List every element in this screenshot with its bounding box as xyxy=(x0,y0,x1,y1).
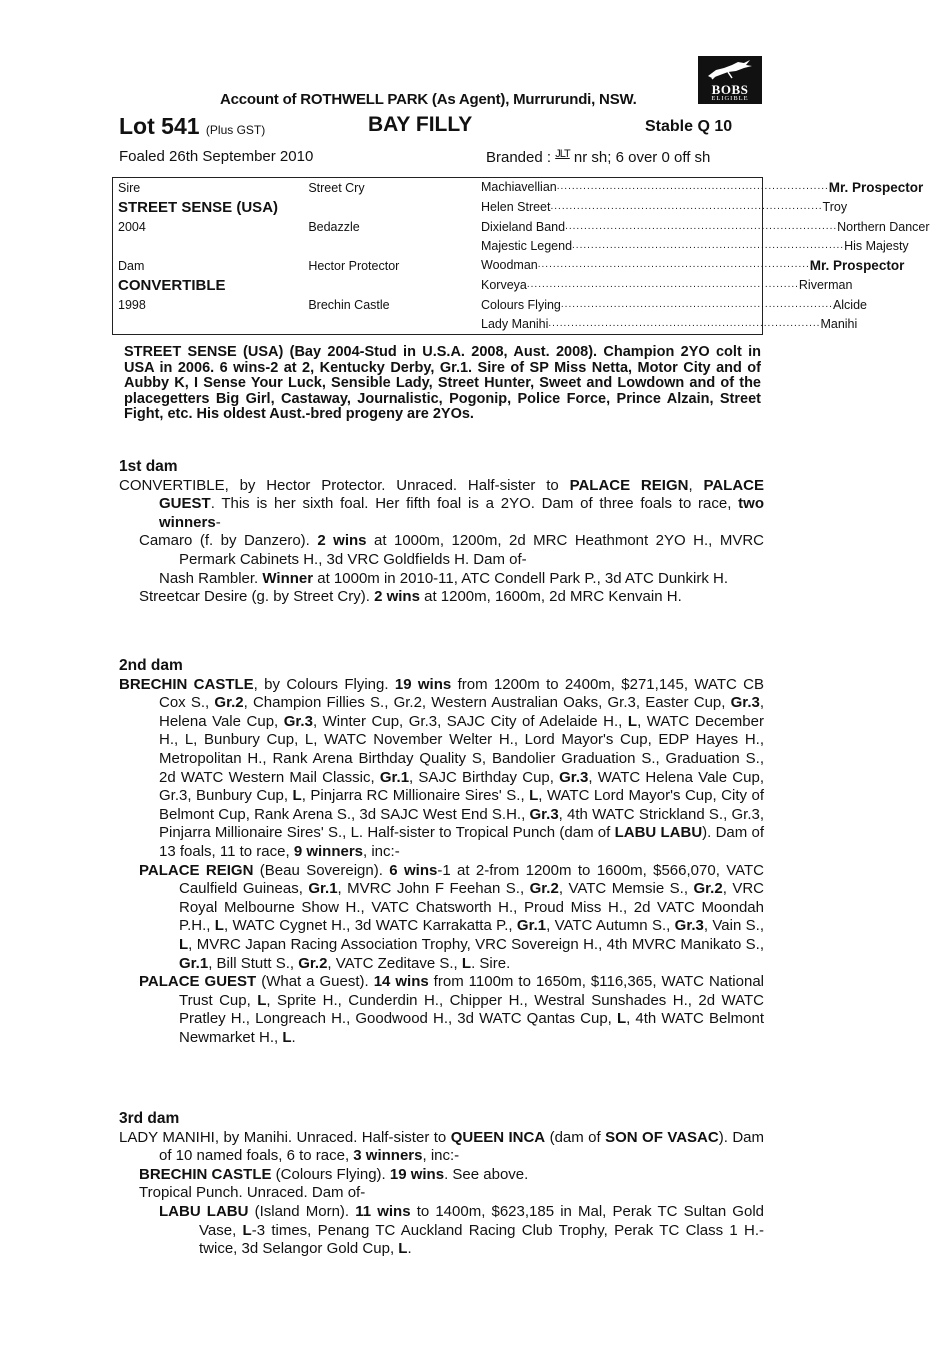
horse-description: BAY FILLY xyxy=(368,113,473,136)
grandparent-row: Dixieland Band ........................................................................ Northern Dancer xyxy=(481,219,930,234)
progeny-paragraph: Nash Rambler. Winner at 1000m in 2010-11, ATC Condell Park P., 3d ATC Dunkirk H. xyxy=(159,569,729,587)
bobs-eligible-logo xyxy=(698,56,762,104)
racehorse-icon xyxy=(698,56,762,82)
stable-number: Stable Q 10 xyxy=(645,118,733,135)
first-dam-section xyxy=(119,458,764,607)
sire-notes: STREET SENSE (USA) (Bay 2004-Stud in U.S.A. 2008, Aust. 2008). Champion 2YO colt in USA in 2006. 6 wins-2 at 2, Kentucky Derby, Gr.1. Sire of SP Miss Netta, Motor City and of Aubby K, I Sense Your Luck, Sensible Lady, Street Hunter, Sweet and Lowdown and of the placegetters Big Girl, Castaway, Journalistic, Pogonip, Police Force, Prince Alzain, Street Fight, etc. His oldest Aust.-bred progeny are 2YOs. xyxy=(124,344,761,423)
progeny-paragraph: PALACE REIGN (Beau Sovereign). 6 wins-1 at 2-from 1200m to 1600m, $566,070, VATC Caulfield Guineas, Gr.1, MVRC John F Feehan S., Gr.2, VATC Memsie S., Gr.2, VRC Royal Melbourne Show H., VATC Chatsworth H., Proud Miss H., 2d VATC Moondah P.H., L, WATC Cygnet H., 3d WATC Karrakatta P., Gr.1, VATC Autumn S., Gr.3, Vain S., L, MVRC Japan Racing Association Trophy, VRC Sovereign H., 4th MVRC Manikato S., Gr.1, Bill Stutt S., Gr.2, VATC Zeditave S., L. Sire. xyxy=(139,861,765,972)
sire-year: 2004 xyxy=(118,219,146,234)
dam-name: CONVERTIBLE xyxy=(118,276,226,294)
grandparent-row: Korveya ........................................................................ Riverman xyxy=(481,278,853,293)
vendor-account: Account of ROTHWELL PARK (As Agent), Murrurundi, NSW. xyxy=(220,91,637,108)
sire-dam: Bedazzle xyxy=(308,219,360,234)
dam-paragraph: CONVERTIBLE, by Hector Protector. Unraced. Half-sister to PALACE REIGN, PALACE GUEST. This is her sixth foal. Her fifth foal is a 2YO. Dam of three foals to race, two winners- xyxy=(119,476,764,531)
progeny-paragraph: BRECHIN CASTLE (Colours Flying). 19 wins. See above. xyxy=(139,1165,529,1183)
grandparent-row: Lady Manihi ........................................................................ Manihi xyxy=(481,317,858,332)
sire-sire: Street Cry xyxy=(308,180,365,195)
dam-year: 1998 xyxy=(118,297,146,312)
pedigree-table xyxy=(112,177,930,335)
second-dam-section xyxy=(119,657,764,1047)
branding: Branded : JLT nr sh; 6 over 0 off sh xyxy=(486,148,711,166)
grandparent-row: Machiavellian ........................................................................ Mr. Prospector xyxy=(481,180,924,196)
brand-mark: JLT xyxy=(555,148,570,160)
sire-label: Sire xyxy=(118,180,141,195)
plus-gst: (Plus GST) xyxy=(205,123,266,137)
dam-dam: Brechin Castle xyxy=(308,297,390,312)
foaled-date: Foaled 26th September 2010 xyxy=(119,148,314,165)
progeny-paragraph: LABU LABU (Island Morn). 11 wins to 1400m, $623,185 in Mal, Perak TC Sultan Gold Vase, L-3 times, Penang TC Auckland Racing Club Trophy, Perak TC Class 1 H.-twice, 3d Selangor Gold Cup, L. xyxy=(159,1202,764,1258)
logo-subtext: ELIGIBLE xyxy=(711,95,749,102)
logo-text: BOBS xyxy=(711,82,749,97)
dam-paragraph: LADY MANIHI, by Manihi. Unraced. Half-sister to QUEEN INCA (dam of SON OF VASAC). Dam of 10 named foals, 6 to race, 3 winners, inc:- xyxy=(119,1128,764,1165)
grandparent-row: Colours Flying ........................................................................ Alcide xyxy=(481,297,867,312)
progeny-paragraph: Camaro (f. by Danzero). 2 wins at 1000m, 1200m, 2d MRC Heathmont 2YO H., MVRC Permark Cabinets H., 3d VRC Goldfields H. Dam of- xyxy=(139,532,764,568)
dam-label: Dam xyxy=(118,258,145,273)
grandparent-row: Majestic Legend ........................................................................ His Majesty xyxy=(481,239,909,254)
dam-paragraph: BRECHIN CASTLE, by Colours Flying. 19 wins from 1200m to 2400m, $271,145, WATC CB Cox S., Gr.2, Champion Fillies S., Gr.2, Western Australian Oaks, Gr.3, Easter Cup, Gr.3, Helena Vale Cup, Gr.3, Winter Cup, Gr.3, SAJC City of Adelaide H., L, WATC December H., L, Bunbury Cup, L, WATC November Welter H., Lord Mayor's Cup, EDP Hayes H., Metropolitan H., Rank Arena Birthday Quality S, Bandolier Graduation S., Graduation S., 2d WATC Western Mail Classic, Gr.1, SAJC Birthday Cup, Gr.3, WATC Helena Vale Cup, Gr.3, Bunbury Cup, L, Pinjarra RC Millionaire Sires' S., L, WATC Lord Mayor's Cup, City of Belmont Cup, Rank Arena S., 3d SAJC West End S.H., Gr.3, 4th WATC Strickland S., Gr.3, Pinjarra Millionaire Sires' S., L. Half-sister to Tropical Punch (dam of LABU LABU). Dam of 13 foals, 11 to race, 9 winners, inc:- xyxy=(119,675,764,860)
lot-number: Lot 541 (Plus GST) xyxy=(119,113,266,139)
dam-sire: Hector Protector xyxy=(308,258,400,273)
progeny-paragraph: PALACE GUEST (What a Guest). 14 wins from 1100m to 1650m, $116,365, WATC National Trust Cup, L, Sprite H., Cunderdin H., Chipper H., Westral Sunshades H., 2d WATC Pratley H., Longreach H., Goodwood H., 3d WATC Qantas Cup, L, 4th WATC Belmont Newmarket H., L. xyxy=(139,973,765,1046)
grandparent-row: Helen Street ........................................................................ Troy xyxy=(481,200,848,215)
sire-name: STREET SENSE (USA) xyxy=(118,198,279,216)
grandparent-row: Woodman ........................................................................ Mr. Prospector xyxy=(481,258,905,274)
third-dam-section xyxy=(119,1110,764,1259)
section-heading: 3rd dam xyxy=(119,1110,180,1127)
progeny-paragraph: Tropical Punch. Unraced. Dam of- xyxy=(139,1184,366,1202)
progeny-paragraph: Streetcar Desire (g. by Street Cry). 2 wins at 1200m, 1600m, 2d MRC Kenvain H. xyxy=(139,588,682,606)
section-heading: 2nd dam xyxy=(119,657,183,674)
section-heading: 1st dam xyxy=(119,458,178,475)
